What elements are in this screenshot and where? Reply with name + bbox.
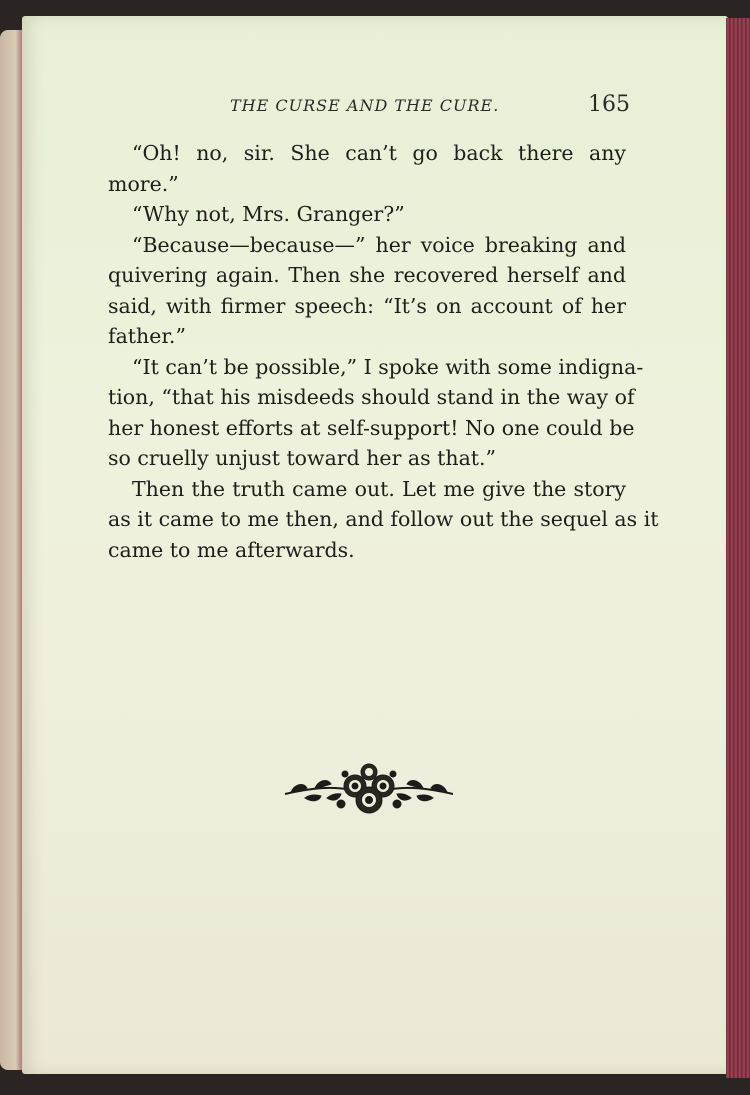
- text-line: said, with firmer speech: “It’s on account of her: [108, 293, 626, 318]
- page-stack-edge: [726, 18, 750, 1078]
- text-line: her honest efforts at self-support! No one could be: [108, 415, 635, 440]
- text-line: quivering again. Then she recovered herself and: [108, 263, 626, 287]
- body-text: [108, 138, 659, 565]
- text-line: “It can’t be possible,” I spoke with some indigna-: [132, 354, 644, 379]
- text-line: “Why not, Mrs. Granger?”: [132, 202, 405, 226]
- text-line: “Oh! no, sir. She can’t go back there any: [132, 141, 626, 165]
- text-line: came to me afterwards.: [108, 537, 355, 562]
- text-line: “Because—because—” her voice breaking and: [132, 232, 626, 257]
- text-line: Then the truth came out. Let me give the story: [132, 476, 626, 501]
- text-line: tion, “that his misdeeds should stand in the way of: [108, 385, 635, 409]
- text-line: more.”: [108, 171, 179, 196]
- floral-tailpiece-icon: [281, 758, 457, 820]
- running-title: THE CURSE AND THE CURE.: [230, 96, 500, 115]
- text-line: father.”: [108, 324, 186, 348]
- text-line: so cruelly unjust toward her as that.”: [108, 446, 497, 470]
- page-number: 165: [588, 92, 630, 117]
- text-line: as it came to me then, and follow out the sequel as it: [108, 507, 659, 531]
